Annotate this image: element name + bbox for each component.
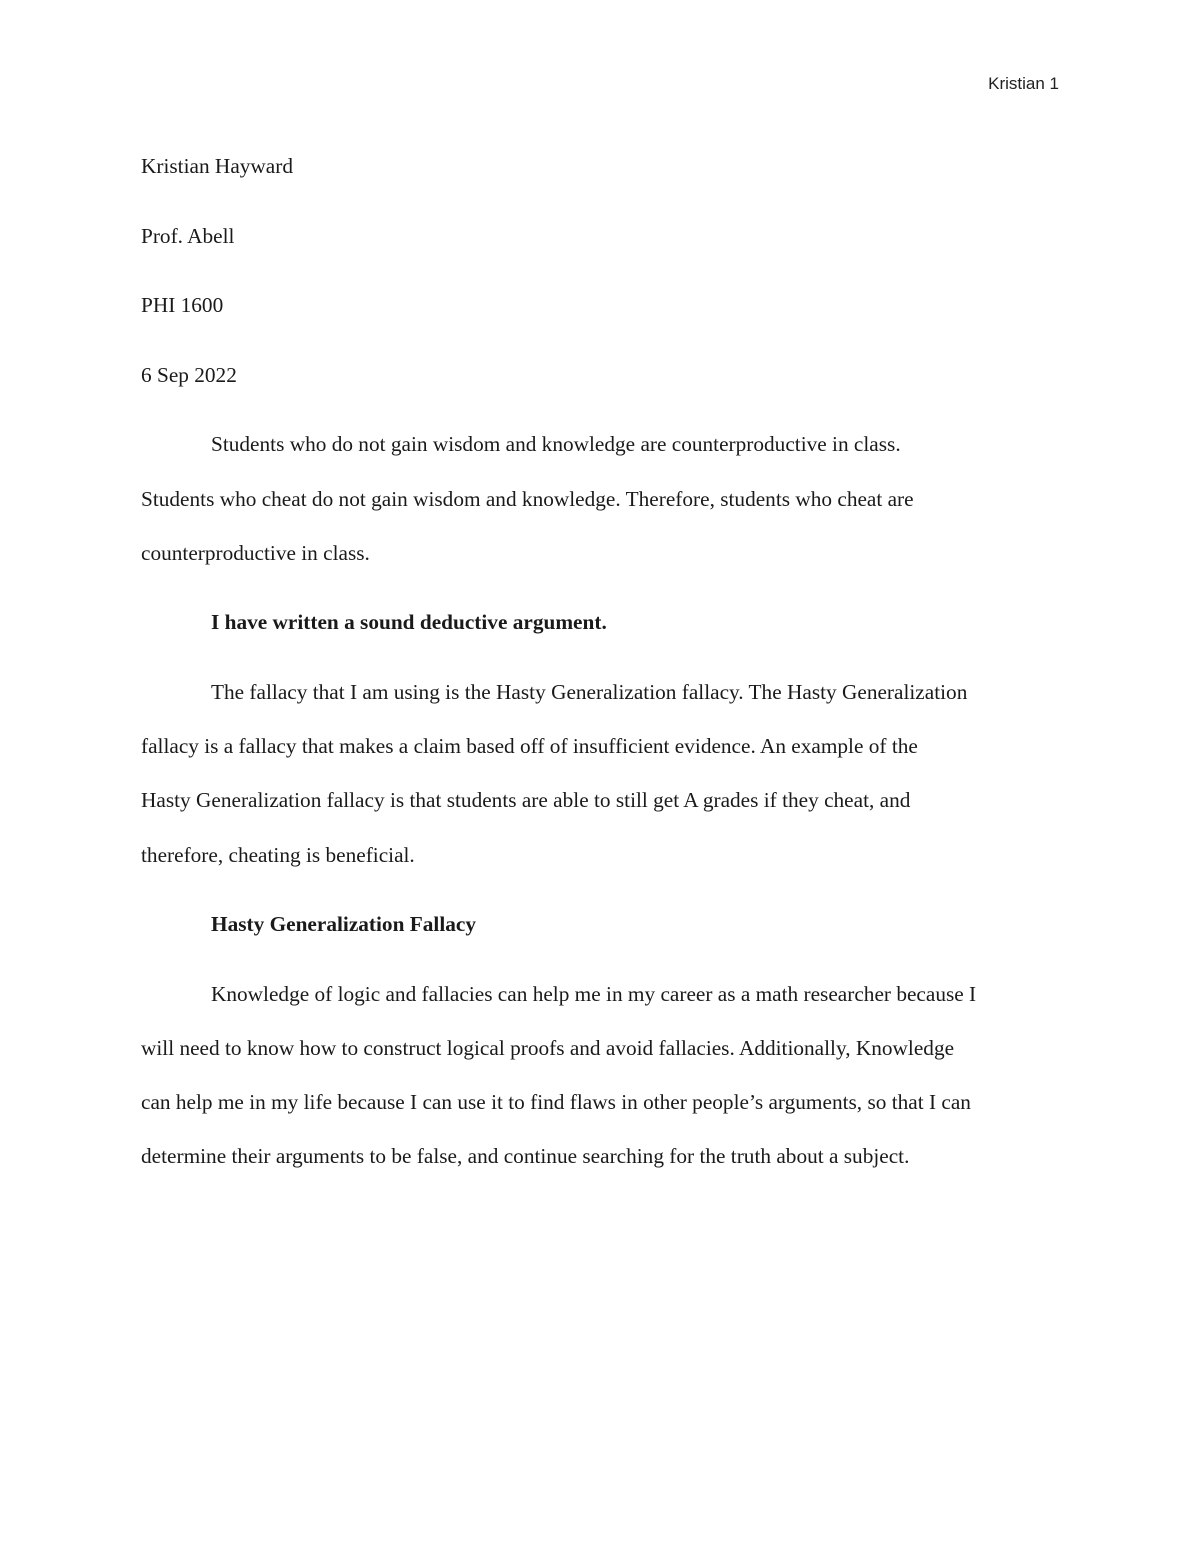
paragraph-line: will need to know how to construct logical proofs and avoid fallacies. Additionally, Knowledge [141,1035,955,1060]
fallacy-label: Hasty Generalization Fallacy [211,912,476,937]
paragraph-line: Students who do not gain wisdom and knowledge are counterproductive in class. [211,432,901,457]
paragraph-line: therefore, cheating is beneficial. [141,842,415,867]
paragraph-line: Students who cheat do not gain wisdom and knowledge. Therefore, students who cheat are [141,486,914,511]
instructor-name: Prof. Abell [141,223,235,248]
fallacy-paragraph [141,665,1066,882]
paragraph-line: Knowledge of logic and fallacies can help me in my career as a math researcher because I [211,981,977,1006]
student-name: Kristian Hayward [141,154,293,178]
argument-paragraph [141,417,1066,580]
course-code: PHI 1600 [141,293,224,318]
document-date: 6 Sep 2022 [141,362,237,387]
paragraph-line: can help me in my life because I can use it to find flaws in other people’s arguments, so that I can [141,1090,971,1115]
running-header: Kristian 1 [988,74,1059,93]
document-body [141,139,1066,1184]
reflection-paragraph [141,967,1066,1184]
paragraph-line: The fallacy that I am using is the Hasty Generalization fallacy. The Hasty Generalization [211,679,968,704]
paragraph-line: fallacy is a fallacy that makes a claim based off of insufficient evidence. An example of the [141,734,918,759]
paragraph-line: Hasty Generalization fallacy is that students are able to still get A grades if they cheat, and [141,788,911,813]
paragraph-line: determine their arguments to be false, and continue searching for the truth about a subject. [141,1144,910,1169]
argument-label: I have written a sound deductive argument. [211,610,607,635]
paragraph-line: counterproductive in class. [141,540,370,565]
